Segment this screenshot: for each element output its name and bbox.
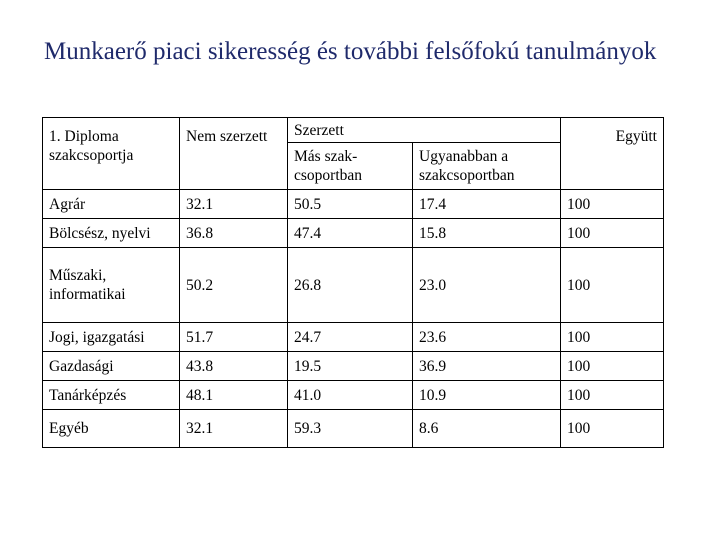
row-group: Gazdasági xyxy=(43,352,180,381)
row-other-group: 26.8 xyxy=(288,248,413,323)
row-same-group: 17.4 xyxy=(413,190,561,219)
row-not-obtained: 43.8 xyxy=(180,352,288,381)
row-other-group: 24.7 xyxy=(288,323,413,352)
row-not-obtained: 50.2 xyxy=(180,248,288,323)
row-same-group: 23.0 xyxy=(413,248,561,323)
row-group: Műszaki, informatikai xyxy=(43,248,180,323)
row-same-group: 15.8 xyxy=(413,219,561,248)
header-total: Együtt xyxy=(561,118,664,190)
row-not-obtained: 48.1 xyxy=(180,381,288,410)
row-group: Jogi, igazgatási xyxy=(43,323,180,352)
row-other-group: 50.5 xyxy=(288,190,413,219)
table-row xyxy=(43,248,664,323)
table-row xyxy=(43,323,664,352)
row-total: 100 xyxy=(561,352,664,381)
row-total: 100 xyxy=(561,381,664,410)
row-total: 100 xyxy=(561,190,664,219)
slide-title: Munkaerő piaci sikeresség és további felsőfokú tanulmányok xyxy=(44,38,657,65)
row-not-obtained: 51.7 xyxy=(180,323,288,352)
row-not-obtained: 32.1 xyxy=(180,410,288,448)
row-group: Egyéb xyxy=(43,410,180,448)
table-row xyxy=(43,352,664,381)
header-diploma-group: 1. Diploma szakcsoportja xyxy=(43,118,180,190)
header-row-1 xyxy=(43,118,664,143)
row-total: 100 xyxy=(561,410,664,448)
row-same-group: 23.6 xyxy=(413,323,561,352)
row-total: 100 xyxy=(561,248,664,323)
row-same-group: 10.9 xyxy=(413,381,561,410)
table-row xyxy=(43,381,664,410)
header-obtained: Szerzett xyxy=(288,118,561,143)
header-other-group: Más szak-csoportban xyxy=(288,143,413,190)
table-row xyxy=(43,190,664,219)
header-not-obtained: Nem szerzett xyxy=(180,118,288,190)
row-other-group: 19.5 xyxy=(288,352,413,381)
row-group: Tanárképzés xyxy=(43,381,180,410)
row-not-obtained: 32.1 xyxy=(180,190,288,219)
row-other-group: 41.0 xyxy=(288,381,413,410)
table-row xyxy=(43,410,664,448)
table-row xyxy=(43,219,664,248)
row-not-obtained: 36.8 xyxy=(180,219,288,248)
row-total: 100 xyxy=(561,323,664,352)
row-other-group: 47.4 xyxy=(288,219,413,248)
row-group: Agrár xyxy=(43,190,180,219)
data-table xyxy=(42,117,664,448)
row-total: 100 xyxy=(561,219,664,248)
row-same-group: 36.9 xyxy=(413,352,561,381)
row-other-group: 59.3 xyxy=(288,410,413,448)
header-same-group: Ugyanabban a szakcsoportban xyxy=(413,143,561,190)
row-same-group: 8.6 xyxy=(413,410,561,448)
row-group: Bölcsész, nyelvi xyxy=(43,219,180,248)
